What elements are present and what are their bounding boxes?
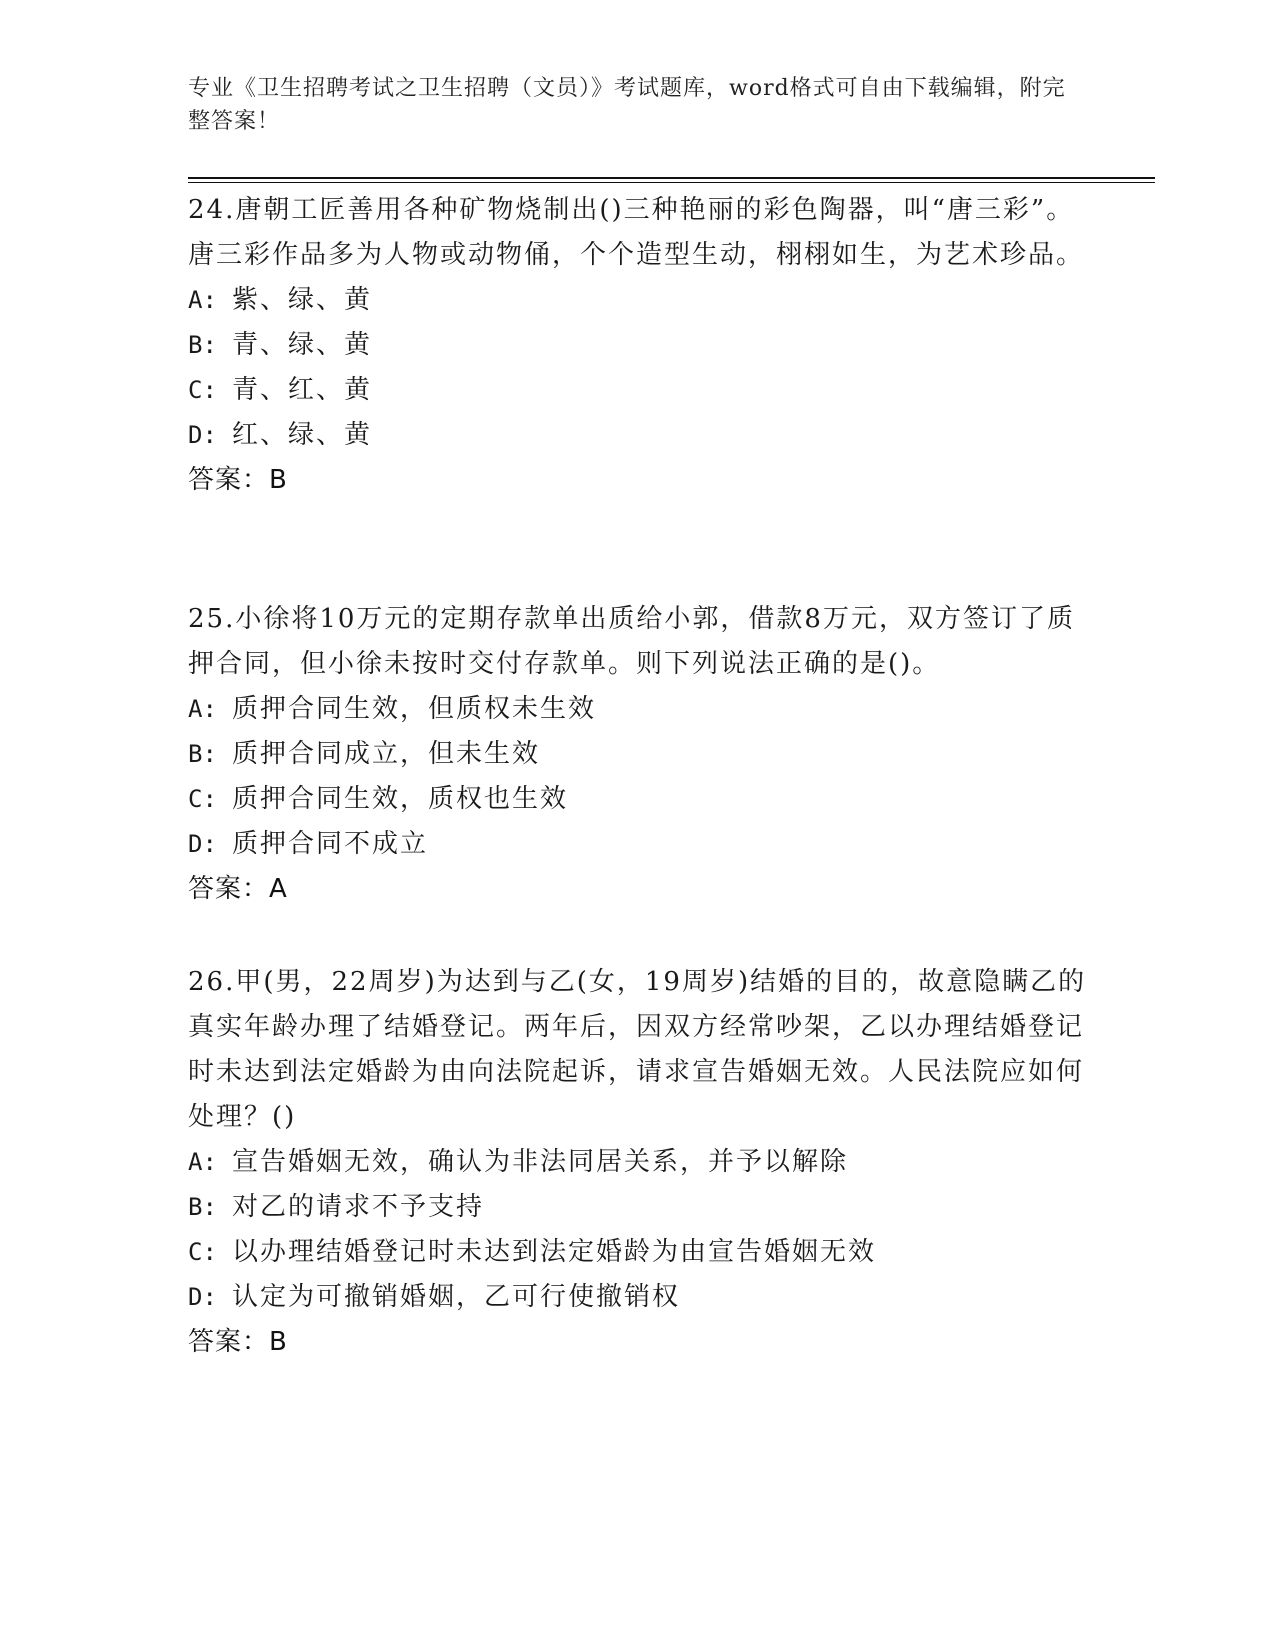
option-letter: B: [188, 740, 217, 768]
option-b [188, 1185, 1088, 1230]
option-text: 红、绿、黄 [232, 420, 373, 450]
option-b [188, 732, 1088, 777]
option-text: 质押合同生效，但质权未生效 [232, 694, 597, 724]
option-text: 紫、绿、黄 [232, 285, 373, 315]
question-text: 24.唐朝工匠善用各种矿物烧制出()三种艳丽的彩色陶器，叫“唐三彩”。唐三彩作品多为人物或动物俑，个个造型生动，栩栩如生，为艺术珍品。 [188, 195, 1085, 270]
option-b [188, 323, 1088, 368]
option-text: 质押合同成立，但未生效 [232, 739, 541, 769]
option-a [188, 687, 1088, 732]
option-d [188, 822, 1088, 867]
option-text: 青、红、黄 [232, 375, 373, 405]
option-letter: A: [188, 1148, 217, 1176]
option-c [188, 1230, 1088, 1275]
header-rule-thin [188, 182, 1155, 183]
question-25 [188, 597, 1088, 912]
option-c [188, 777, 1088, 822]
question-26 [188, 960, 1088, 1365]
option-text: 宣告婚姻无效，确认为非法同居关系，并予以解除 [232, 1147, 849, 1177]
option-letter: A: [188, 695, 217, 723]
question-text: 25.小徐将10万元的定期存款单出质给小郭，借款8万元，双方签订了质押合同，但小徐未按时交付存款单。则下列说法正确的是()。 [188, 604, 1075, 679]
option-text: 质押合同不成立 [232, 829, 429, 859]
option-a [188, 278, 1088, 323]
header-rule-thick [188, 177, 1155, 179]
option-text: 质押合同生效，质权也生效 [232, 784, 569, 814]
document-header: 专业《卫生招聘考试之卫生招聘（文员）》考试题库，word格式可自由下载编辑，附完整答案！ [188, 76, 1066, 134]
option-d [188, 1275, 1088, 1320]
answer-line: 答案：B [188, 465, 288, 495]
option-letter: D: [188, 830, 217, 858]
option-letter: B: [188, 331, 217, 359]
option-a [188, 1140, 1088, 1185]
option-letter: A: [188, 286, 217, 314]
option-letter: C: [188, 376, 217, 404]
question-text: 26.甲(男，22周岁)为达到与乙(女，19周岁)结婚的目的，故意隐瞒乙的真实年龄办理了结婚登记。两年后，因双方经常吵架，乙以办理结婚登记时未达到法定婚龄为由向法院起诉，请求宣告婚姻无效。人民法院应如何处理？() [188, 967, 1087, 1132]
option-letter: C: [188, 785, 217, 813]
option-letter: D: [188, 421, 217, 449]
option-c [188, 368, 1088, 413]
option-text: 认定为可撤销婚姻，乙可行使撤销权 [232, 1282, 681, 1312]
option-text: 青、绿、黄 [232, 330, 373, 360]
question-24 [188, 188, 1088, 503]
option-letter: C: [188, 1238, 217, 1266]
option-letter: B: [188, 1193, 217, 1221]
answer-line: 答案：A [188, 874, 288, 904]
option-d [188, 413, 1088, 458]
option-text: 以办理结婚登记时未达到法定婚龄为由宣告婚姻无效 [232, 1237, 877, 1267]
answer-line: 答案：B [188, 1327, 288, 1357]
option-letter: D: [188, 1283, 217, 1311]
option-text: 对乙的请求不予支持 [232, 1192, 485, 1222]
